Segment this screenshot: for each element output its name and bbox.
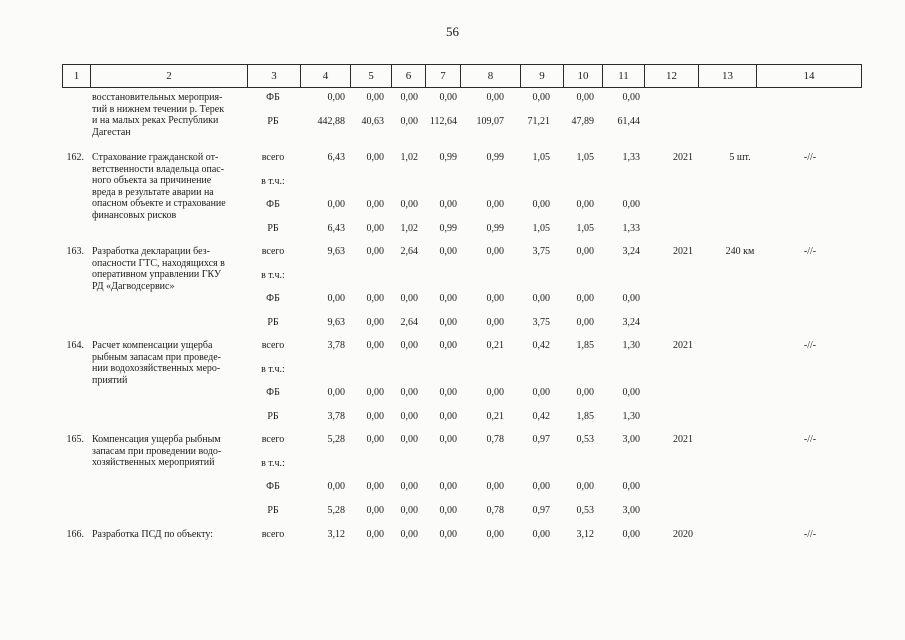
quantity-cell: 240 км (725, 246, 755, 257)
quantity-cell: 5 шт. (729, 152, 751, 163)
description-line: опасности ГТС, находящихся в (92, 257, 225, 269)
amount-cell: 442,88 (317, 115, 345, 127)
amount-cell: 0,00 (439, 293, 457, 304)
amount-cell: 0,00 (366, 387, 384, 398)
header-cell: 14 (756, 65, 862, 87)
amount-cell: 0,53 (576, 504, 594, 516)
amount-cell: 0,00 (400, 293, 418, 304)
amount-cell: 61,44 (617, 115, 640, 127)
row-number: 162. (66, 152, 84, 163)
header-cell: 11 (602, 65, 644, 87)
amount-cell: 5,28 (327, 504, 345, 516)
amount-cell: 3,78 (327, 410, 345, 422)
description-line: вреда в результате аварии на (92, 186, 214, 198)
description-line: Разработка ПСД по объекту: (92, 529, 213, 540)
header-cell: 2 (90, 65, 247, 87)
funding-source-label: всего (261, 340, 285, 351)
header-cell: 9 (520, 65, 563, 87)
amount-cell: 1,85 (576, 340, 594, 351)
amount-cell: 0,00 (400, 529, 418, 540)
amount-cell: 0,00 (486, 92, 504, 103)
description-line: РД «Дагводсервис» (92, 280, 175, 292)
amount-cell: 0,00 (400, 410, 418, 422)
amount-cell: 3,78 (327, 340, 345, 351)
amount-cell: 0,00 (486, 246, 504, 257)
amount-cell: 47,89 (571, 115, 594, 127)
description-line: ветственности владельца опас- (92, 163, 225, 175)
amount-cell: 0,00 (366, 504, 384, 516)
amount-cell: 5,28 (327, 434, 345, 445)
amount-cell: 0,00 (439, 387, 457, 398)
responsible-cell: -//- (803, 340, 817, 351)
amount-cell: 0,00 (486, 387, 504, 398)
header-cell: 7 (425, 65, 460, 87)
amount-cell: 0,42 (532, 410, 550, 422)
amount-cell: 0,00 (400, 199, 418, 210)
amount-cell: 3,24 (622, 316, 640, 328)
amount-cell: 9,63 (327, 246, 345, 257)
description-line: Страхование гражданской от- (92, 152, 219, 163)
amount-cell: 0,00 (439, 316, 457, 328)
amount-cell: 0,00 (366, 293, 384, 304)
description-line: ного объекта за причинение (92, 175, 212, 186)
amount-cell: 0,21 (486, 340, 504, 351)
amount-cell: 0,00 (366, 152, 384, 163)
amount-cell: 0,00 (366, 222, 384, 234)
amount-cell: 0,00 (400, 504, 418, 516)
amount-cell: 0,00 (486, 293, 504, 304)
description-line: оперативном управлении ГКУ (92, 269, 222, 280)
amount-cell: 1,05 (532, 222, 550, 234)
row-number: 163. (66, 246, 84, 257)
funding-source-label: ФБ (266, 199, 280, 210)
amount-cell: 0,00 (400, 387, 418, 398)
header-cell: 8 (460, 65, 520, 87)
amount-cell: 0,00 (576, 481, 594, 492)
amount-cell: 71,21 (527, 115, 550, 127)
amount-cell: 0,00 (532, 92, 550, 103)
year-cell: 2020 (673, 529, 693, 540)
amount-cell: 0,00 (576, 246, 594, 257)
year-cell: 2021 (673, 434, 693, 445)
amount-cell: 1,85 (576, 410, 594, 422)
description-line: финансовых рисков (92, 209, 177, 221)
amount-cell: 0,00 (439, 434, 457, 445)
funding-source-label: ФБ (266, 293, 280, 304)
amount-cell: 0,00 (327, 199, 345, 210)
row-number: 164. (66, 340, 84, 351)
responsible-cell: -//- (803, 529, 817, 540)
amount-cell: 0,00 (400, 92, 418, 103)
amount-cell: 0,00 (439, 410, 457, 422)
amount-cell: 0,00 (576, 316, 594, 328)
description-line: хозяйственных мероприятий (92, 457, 215, 468)
responsible-cell: -//- (803, 246, 817, 257)
amount-cell: 0,00 (439, 481, 457, 492)
amount-cell: 0,97 (532, 504, 550, 516)
funding-source-label: ФБ (266, 387, 280, 398)
amount-cell: 0,21 (486, 410, 504, 422)
amount-cell: 2,64 (400, 316, 418, 328)
amount-cell: 0,97 (532, 434, 550, 445)
amount-cell: 0,00 (400, 481, 418, 492)
amount-cell: 0,00 (532, 387, 550, 398)
header-cell: 4 (300, 65, 350, 87)
responsible-cell: -//- (803, 152, 817, 163)
description-line: Расчет компенсации ущерба (92, 340, 213, 351)
description-line: запасам при проведении водо- (92, 445, 222, 457)
amount-cell: 1,05 (576, 222, 594, 234)
amount-cell: 0,00 (327, 293, 345, 304)
responsible-cell: -//- (803, 434, 817, 445)
amount-cell: 9,63 (327, 316, 345, 328)
amount-cell: 0,00 (576, 92, 594, 103)
amount-cell: 0,00 (366, 340, 384, 351)
amount-cell: 0,00 (486, 529, 504, 540)
amount-cell: 40,63 (361, 115, 384, 127)
amount-cell: 0,00 (486, 316, 504, 328)
amount-cell: 2,64 (400, 246, 418, 257)
amount-cell: 0,00 (327, 481, 345, 492)
amount-cell: 1,33 (622, 152, 640, 163)
description-line: Дагестан (92, 126, 131, 138)
funding-source-label: в т.ч.: (261, 175, 285, 187)
amount-cell: 0,00 (622, 92, 640, 103)
amount-cell: 1,33 (622, 222, 640, 234)
amount-cell: 1,05 (532, 152, 550, 163)
header-cell: 13 (698, 65, 756, 87)
year-cell: 2021 (673, 152, 693, 163)
amount-cell: 0,53 (576, 434, 594, 445)
amount-cell: 0,00 (532, 199, 550, 210)
amount-cell: 0,00 (439, 199, 457, 210)
amount-cell: 1,02 (400, 152, 418, 163)
amount-cell: 0,00 (366, 434, 384, 445)
amount-cell: 0,00 (622, 293, 640, 304)
description-line: Разработка декларации без- (92, 246, 210, 257)
amount-cell: 1,30 (622, 410, 640, 422)
amount-cell: 0,99 (439, 222, 457, 234)
year-cell: 2021 (673, 340, 693, 351)
amount-cell: 0,00 (532, 529, 550, 540)
amount-cell: 0,00 (400, 115, 418, 127)
description-line: опасном объекте и страхование (92, 198, 226, 209)
amount-cell: 0,00 (366, 246, 384, 257)
amount-cell: 0,78 (486, 504, 504, 516)
funding-source-label: в т.ч.: (261, 269, 285, 281)
table-header (62, 64, 862, 88)
amount-cell: 0,00 (366, 410, 384, 422)
amount-cell: 0,42 (532, 340, 550, 351)
amount-cell: 0,00 (400, 340, 418, 351)
description-line: приятий (92, 374, 128, 386)
amount-cell: 0,00 (576, 293, 594, 304)
description-line: рыбным запасам при проведе- (92, 351, 221, 363)
amount-cell: 0,00 (622, 387, 640, 398)
funding-source-label: РБ (267, 504, 279, 516)
header-cell: 12 (644, 65, 698, 87)
description-line: нии водохозяйственных меро- (92, 363, 221, 374)
amount-cell: 109,07 (476, 115, 504, 127)
description-line: тий в нижнем течении р. Терек (92, 103, 225, 115)
funding-source-label: в т.ч.: (261, 363, 285, 375)
amount-cell: 3,24 (622, 246, 640, 257)
amount-cell: 3,12 (327, 529, 345, 540)
description-line: восстановительных мероприя- (92, 92, 223, 103)
funding-source-label: всего (261, 152, 285, 163)
amount-cell: 0,00 (532, 481, 550, 492)
funding-source-label: ФБ (266, 481, 280, 492)
amount-cell: 0,00 (622, 529, 640, 540)
funding-source-label: РБ (267, 410, 279, 422)
amount-cell: 0,00 (366, 481, 384, 492)
amount-cell: 1,02 (400, 222, 418, 234)
amount-cell: 0,00 (439, 246, 457, 257)
funding-source-label: РБ (267, 316, 279, 328)
amount-cell: 0,99 (486, 222, 504, 234)
header-cell: 1 (62, 65, 90, 87)
amount-cell: 0,00 (439, 504, 457, 516)
amount-cell: 0,99 (486, 152, 504, 163)
header-cell: 5 (350, 65, 391, 87)
amount-cell: 0,00 (366, 316, 384, 328)
amount-cell: 3,00 (622, 434, 640, 445)
amount-cell: 0,00 (366, 529, 384, 540)
amount-cell: 0,00 (486, 199, 504, 210)
amount-cell: 0,00 (532, 293, 550, 304)
funding-source-label: всего (261, 529, 285, 540)
funding-source-label: всего (261, 434, 285, 445)
funding-source-label: РБ (267, 222, 279, 234)
amount-cell: 0,00 (327, 92, 345, 103)
amount-cell: 0,00 (576, 387, 594, 398)
description-line: и на малых реках Республики (92, 115, 219, 126)
funding-source-label: в т.ч.: (261, 457, 285, 469)
amount-cell: 3,75 (532, 316, 550, 328)
amount-cell: 112,64 (429, 115, 457, 127)
row-number: 165. (66, 434, 84, 445)
amount-cell: 0,00 (486, 481, 504, 492)
header-cell: 6 (391, 65, 425, 87)
amount-cell: 1,30 (622, 340, 640, 351)
amount-cell: 0,00 (439, 529, 457, 540)
header-cell: 10 (563, 65, 602, 87)
amount-cell: 0,00 (576, 199, 594, 210)
amount-cell: 0,00 (327, 387, 345, 398)
amount-cell: 0,00 (400, 434, 418, 445)
amount-cell: 6,43 (327, 152, 345, 163)
header-cell: 3 (247, 65, 300, 87)
funding-source-label: ФБ (266, 92, 280, 103)
page-number: 56 (446, 24, 459, 39)
amount-cell: 0,00 (366, 199, 384, 210)
funding-source-label: РБ (267, 115, 279, 127)
amount-cell: 0,00 (439, 340, 457, 351)
amount-cell: 3,00 (622, 504, 640, 516)
amount-cell: 0,00 (622, 481, 640, 492)
year-cell: 2021 (673, 246, 693, 257)
amount-cell: 0,00 (622, 199, 640, 210)
amount-cell: 0,00 (366, 92, 384, 103)
amount-cell: 3,12 (576, 529, 594, 540)
amount-cell: 3,75 (532, 246, 550, 257)
amount-cell: 0,78 (486, 434, 504, 445)
funding-source-label: всего (261, 246, 285, 257)
description-line: Компенсация ущерба рыбным (92, 434, 221, 445)
amount-cell: 1,05 (576, 152, 594, 163)
row-number: 166. (66, 529, 84, 540)
amount-cell: 6,43 (327, 222, 345, 234)
amount-cell: 0,00 (439, 92, 457, 103)
amount-cell: 0,99 (439, 152, 457, 163)
